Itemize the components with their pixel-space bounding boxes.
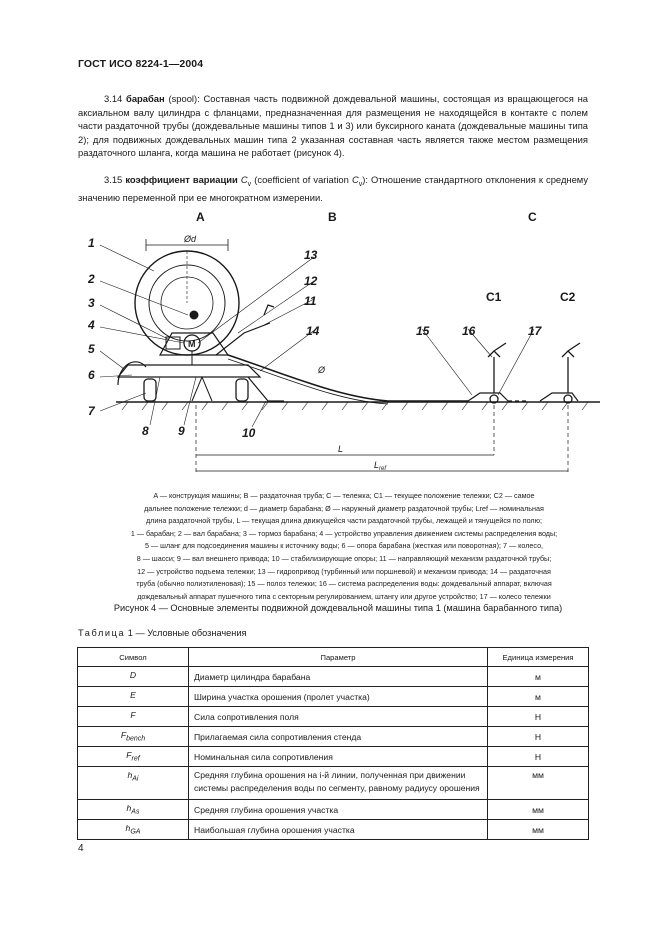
- table-row: [78, 707, 589, 727]
- clause-number: 3.15: [104, 174, 123, 185]
- figure-caption: Рисунок 4 — Основные элементы подвижной дождевальной машины типа 1 (машина барабанного типа): [113, 603, 563, 613]
- callout-7: 7: [88, 404, 95, 418]
- figure-legend: [84, 490, 604, 603]
- callout-9: 9: [178, 424, 185, 438]
- delivery-pipe: [228, 355, 468, 401]
- position-label-c1: C1: [486, 290, 502, 304]
- table-row: [78, 747, 589, 767]
- callout-16: 16: [462, 324, 476, 338]
- zone-label-c: C: [528, 210, 537, 224]
- parameter-cell: Наибольшая глубина орошения участка: [189, 820, 488, 840]
- paragraph-3-14: [78, 92, 588, 160]
- term-symbol: C: [240, 174, 248, 185]
- callout-8: 8: [142, 424, 149, 438]
- document-header: ГОСТ ИСО 8224-1—2004: [78, 58, 204, 70]
- symbol-cell: D: [78, 667, 189, 687]
- column-header-parameter: Параметр: [189, 648, 488, 667]
- sprinkler-c2: [562, 343, 580, 357]
- callout-11: 11: [304, 294, 317, 308]
- symbol-cell: $h_{GA}$: [78, 820, 189, 840]
- term-english: (coefficient of variation: [254, 174, 349, 185]
- callout-14: 14: [306, 324, 320, 338]
- callout-2: 2: [88, 272, 95, 286]
- unit-cell: Н: [488, 747, 589, 767]
- table-row: [78, 767, 589, 800]
- callout-15: 15: [416, 324, 430, 338]
- wheel-right: [236, 379, 248, 401]
- drum-diameter-label: Ød: [184, 234, 197, 244]
- parameter-cell: Диаметр цилиндра барабана: [189, 667, 488, 687]
- legend-line: длина раздаточной трубы, L — текущая длина движущейся части раздаточной трубы, лежащей и тянущейся по полю;: [145, 516, 543, 526]
- legend-line: 5 — шланг для подсоединения машины к источнику воды; 6 — опора барабана (жесткая или поворотная); 7 — колесо,: [144, 541, 544, 551]
- symbol-cell: $h_{As}$: [78, 800, 189, 820]
- callout-3: 3: [88, 296, 95, 310]
- definition-text: : Составная часть подвижной дождевальной машины, состоящая из вращающегося на аксиальном валу цилиндра с фланцами, предназначенная для размещения не находящейся в контакте с полем части раздаточной трубы (дождевальные машины типов 1 и 3) или буксирного каната (дождевальные машины типа 2); для подвижных дождевальных машин типа 2 указанная составная часть является также местом размещения раздаточного шланга, когда машина не работает (рисунок 4).: [78, 93, 589, 159]
- definition-text: ): Отношение стандартного отклонения к среднему значению переменной при ее многократном измерении.: [78, 174, 589, 204]
- callout-13: 13: [304, 248, 318, 262]
- zone-label-b: B: [328, 210, 337, 224]
- sprinkler-c1: [488, 343, 506, 357]
- legend-line: труба (обычно полиэтиленовая); 15 — полоз тележки; 16 — система распределения воды: дождевальный аппарат, включая: [136, 579, 552, 589]
- term: барабан: [126, 93, 165, 104]
- unit-cell: мм: [488, 820, 589, 840]
- legend-line: дальнее положение тележки; d — диаметр барабана; Ø — наружный диаметр раздаточной трубы; Lref — номинальная: [144, 503, 544, 513]
- table-row: [78, 687, 589, 707]
- svg-text:M: M: [188, 339, 196, 349]
- callout-4: 4: [88, 318, 95, 332]
- chassis-base: [118, 365, 260, 377]
- callout-6: 6: [88, 368, 95, 382]
- drum-shaft: [190, 311, 198, 319]
- table-row: [78, 727, 589, 747]
- table-header-row: [78, 648, 589, 667]
- page-number: 4: [78, 843, 84, 854]
- dim-label-l: L: [338, 444, 344, 454]
- legend-line: 1 — барабан; 2 — вал барабана; 3 — тормоз барабана; 4 — устройство управления движением системы распределения воды;: [130, 528, 558, 538]
- dim-label-lref: $L_{ref}$: [374, 460, 387, 472]
- legend-line: 12 — устройство подъема тележки; 13 — гидропривод (турбинный или поршневой) и механизм привода; 14 — раздаточная: [137, 566, 551, 576]
- table-caption: Таблица 1 — Условные обозначения: [78, 628, 247, 638]
- term: коэффициент вариации: [125, 174, 238, 185]
- unit-cell: мм: [488, 800, 589, 820]
- symbol-cell: F: [78, 707, 189, 727]
- paragraph-3-15: 3.15 коэффициент вариации $C_v$ (coefficient of variation $C_v$): Отношение стандартного отклонения к среднему значению переменной при ее многократном измерении.: [78, 174, 589, 204]
- parameter-cell: Прилагаемая сила сопротивления стенда: [189, 727, 488, 747]
- symbol-cell: E: [78, 687, 189, 707]
- position-label-c2: C2: [560, 290, 576, 304]
- symbols-table: [77, 647, 589, 840]
- pipe-diameter-label: Ø: [318, 365, 326, 375]
- parameter-cell: Средняя глубина орошения на i-й линии, полученная при движении системы распределения воды по сегменту, равному радиусу орошения: [189, 767, 488, 800]
- legend-line: дождевальный аппарат пушечного типа с секторным регулированием, штангу или другое устройство; 17 — колесо тележки: [137, 591, 551, 601]
- unit-cell: м: [488, 667, 589, 687]
- table-row: [78, 800, 589, 820]
- table-row: [78, 667, 589, 687]
- symbol-cell: $h_{Ai}$: [78, 767, 189, 800]
- parameter-cell: Сила сопротивления поля: [189, 707, 488, 727]
- stabilizer-support: [248, 377, 284, 401]
- callout-1: 1: [88, 236, 95, 250]
- legend-line: A — конструкция машины; B — раздаточная труба; C — тележка; C1 — текущее положение тележки; C2 — самое: [153, 491, 535, 500]
- term-english: (spool): [168, 93, 198, 104]
- callout-5: 5: [88, 342, 95, 356]
- legend-line: 8 — шасси; 9 — вал внешнего привода; 10 — стабилизирующие опоры; 11 — направляющий механизм раздаточной трубы;: [136, 553, 552, 563]
- column-header-symbol: Символ: [78, 648, 189, 667]
- column-header-unit: Единица измерения: [488, 648, 589, 667]
- zone-label-a: A: [196, 210, 205, 224]
- symbol-cell: $F_{ref}$: [78, 747, 189, 767]
- parameter-cell: Ширина участка орошения (пролет участка): [189, 687, 488, 707]
- ground-hatching: [122, 402, 588, 410]
- symbol-cell: $F_{bench}$: [78, 727, 189, 747]
- wheel-left: [144, 379, 156, 401]
- unit-cell: м: [488, 687, 589, 707]
- unit-cell: мм: [488, 767, 589, 800]
- callout-12: 12: [304, 274, 318, 288]
- callout-17: 17: [528, 324, 542, 338]
- figure-4-diagram: [88, 205, 608, 485]
- parameter-cell: Средняя глубина орошения участка: [189, 800, 488, 820]
- unit-cell: Н: [488, 707, 589, 727]
- callout-10: 10: [242, 426, 256, 440]
- parameter-cell: Номинальная сила сопротивления: [189, 747, 488, 767]
- unit-cell: Н: [488, 727, 589, 747]
- table-row: [78, 820, 589, 840]
- clause-number: 3.14: [104, 93, 123, 104]
- cart-c1-skid: [468, 393, 508, 401]
